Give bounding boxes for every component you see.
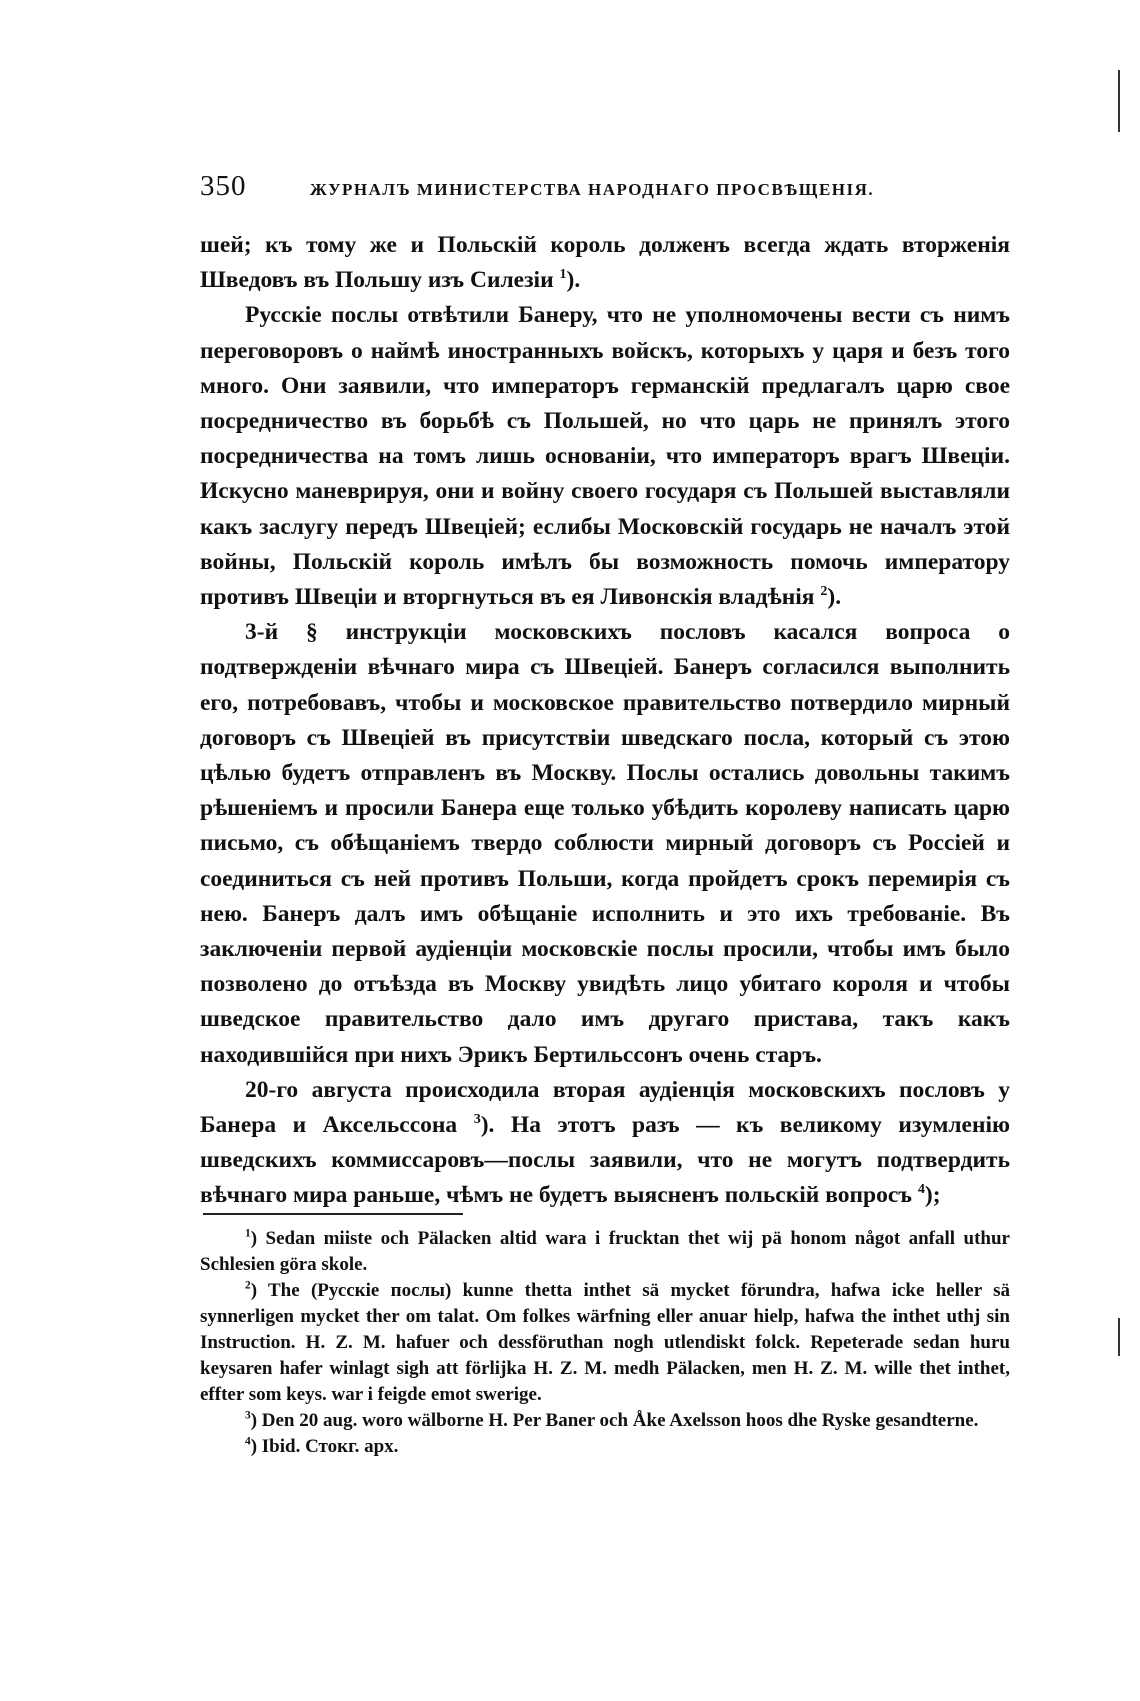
page-number: 350 [200, 170, 247, 202]
paragraph-instruction-3: 3-й § инструкціи московскихъ пословъ касался вопроса о подтвержденіи вѣчнаго мира съ Швеціей. Банеръ согласился выполнить его, потребовавъ, чтобы и московское правительство потвердило мирный договоръ съ Швеціей въ присутствіи шведскаго посла, который съ этою цѣлью будетъ отправленъ въ Москву. Послы остались довольны такимъ рѣшеніемъ и просили Банера еще только убѣдить королеву написать царю письмо, съ обѣщаніемъ твердо соблюсти мирный договоръ съ Россіей и соединиться съ ней противъ Польши, когда пройдетъ срокъ перемирія съ нею. Банеръ далъ имъ обѣщаніе исполнить и это ихъ требованіе. Въ заключеніи первой аудіенціи московскіе послы просили, чтобы имъ было позволено до отъѣзда въ Москву увидѣть лицо убитаго короля и чтобы шведское правительство дало имъ другаго пристава, такъ какъ находившійся при нихъ Эрикъ Бертильссонъ очень старъ. [200, 619, 1010, 1068]
footnote-divider [203, 1213, 463, 1215]
footnote-1: $^1$) Sedan miiste och Pälacken altid wara i frucktan thet wij pä honom något anfall uthur Schlesien göra skole. [200, 1227, 1010, 1275]
paragraph-envoys-reply: Русскіе послы отвѣтили Банеру, что не уполномочены вести съ нимъ переговоровъ о наймѣ иностранныхъ войскъ, которыхъ у царя и безъ того много. Они заявили, что императоръ германскій предлагалъ царю свое посредничество въ борьбѣ съ Польшей, но что царь не принялъ этого посредничества на томъ лишь основаніи, что императоръ врагъ Швеціи. Искусно маневрируя, они и войну своего государя съ Польшей выставляли какъ заслугу передъ Швеціей; еслибы Московскій государь не началъ этой войны, Польскій король имѣлъ бы возможность помочь императору противъ Швеціи и вторгнуться въ ея Ливонскія владѣнія $^2$). [200, 302, 1010, 611]
footnote-4: $^4$) Ibid. Стокг. арх. [245, 1435, 399, 1457]
running-title: ЖУРНАЛЪ МИНИСТЕРСТВА НАРОДНАГО ПРОСВѢЩЕНІЯ. [310, 180, 875, 199]
paragraph-second-audience: 20-го августа происходила вторая аудіенція московскихъ пословъ у Банера и Аксельссона $^3$). На этотъ разъ — къ великому изумленію шведскихъ коммиссаровъ—послы заявили, что не могутъ подтвердить вѣчнаго мира раньше, чѣмъ не будетъ выясненъ польскій вопросъ $^4$); [200, 1076, 1010, 1209]
scan-edge-mark [1118, 70, 1120, 132]
footnote-ref-2: 2 [820, 583, 828, 600]
footnotes [200, 1226, 1010, 1460]
footnote-ref-1: 1 [559, 266, 567, 283]
footnote-2: $^2$) The (Русскіе послы) kunne thetta inthet sä mycket förundra, hafwa icke heller sä synnerligen mycket ther om talat. Om folkes wärfning eller anuar hielp, hafwa the inthet uthj sin Instruction. H. Z. M. hafuer och dessföruthan nogh utlendiskt folck. Repeterade sedan huru keysaren hafer winlagt sigh att förlijka H. Z. M. medh Pälacken, men H. Z. M. wille thet inthet, effter som keys. war i feigde emot swerige. [200, 1279, 1010, 1405]
footnote-ref-4: 4 [917, 1181, 925, 1198]
footnote-ref-3: 3 [473, 1111, 481, 1128]
footnote-3: $^3$) Den 20 aug. woro wälborne H. Per Baner och Åke Axelsson hoos dhe Ryske gesandterne. [245, 1409, 979, 1431]
page-header [200, 170, 1040, 210]
main-text [200, 228, 1010, 1214]
scan-edge-mark [1118, 1318, 1120, 1356]
paragraph-continued: шей; къ тому же и Польскій король долженъ всегда ждать вторженія Шведовъ въ Польшу изъ Силезіи $^1$). [200, 232, 1010, 294]
